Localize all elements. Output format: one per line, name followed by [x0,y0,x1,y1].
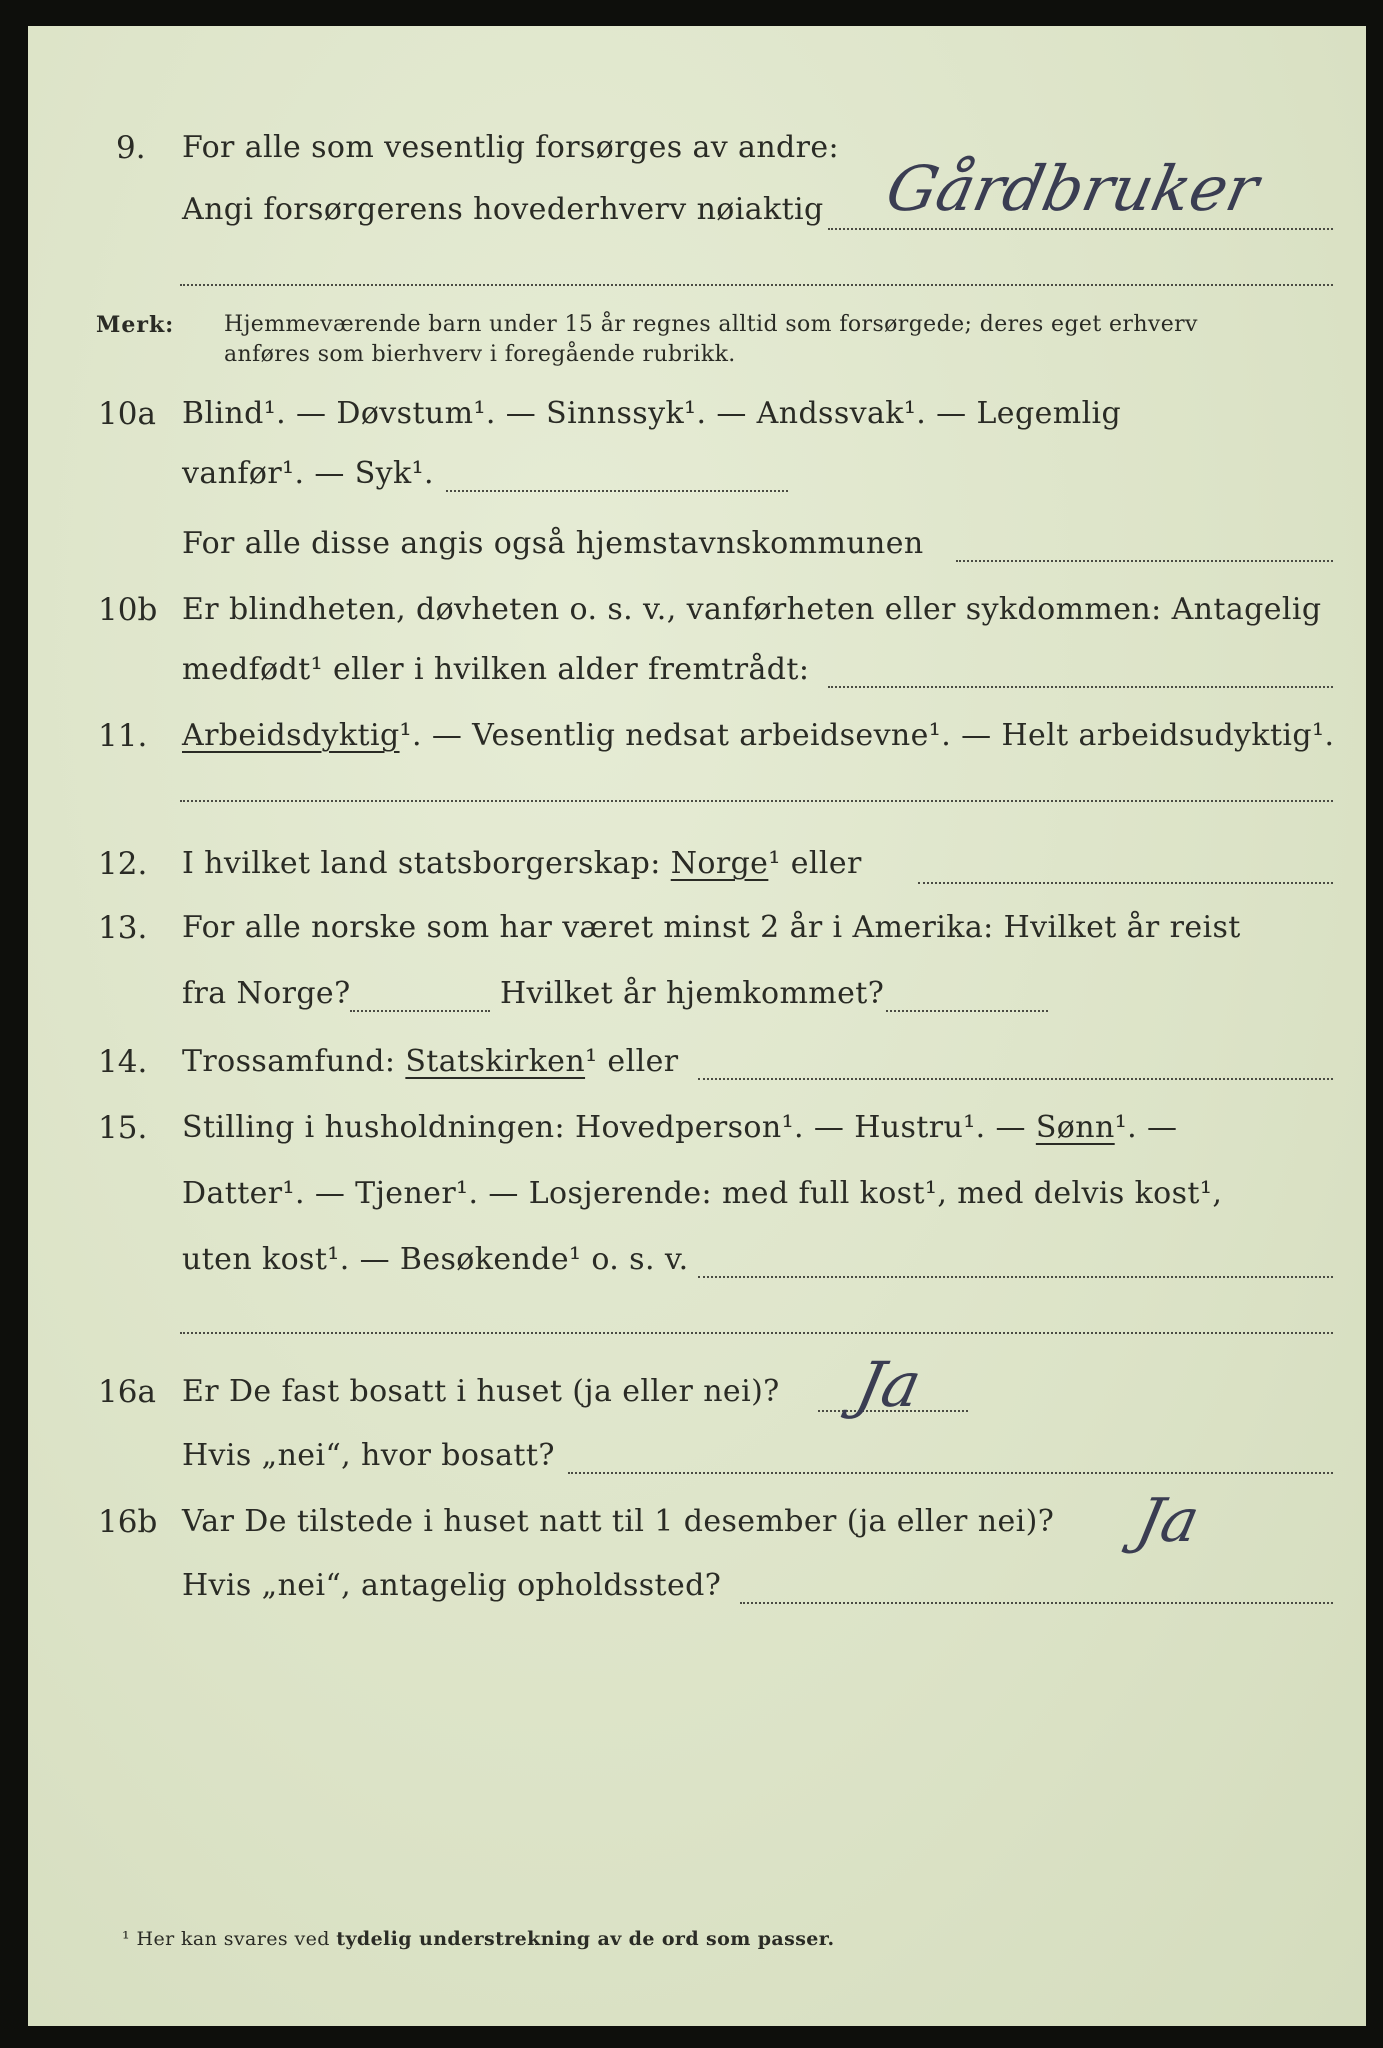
q15-line1a: Stilling i husholdningen: Hovedperson¹. — Hustru¹. — [182,1110,1026,1145]
q12-underlined-answer: Norge [670,846,769,881]
q9-line2: Angi forsørgerens hovederhverv nøiaktig [182,192,824,227]
q10b-field [828,686,1333,688]
item-number-13: 13. [98,910,148,946]
q14-line [182,1044,678,1079]
item-number-12: 12. [98,846,148,882]
item-number-14: 14. [98,1044,148,1080]
q11-line [182,718,1334,753]
item-number-9: 9. [116,130,146,166]
q13-field-hjemkommet [886,1010,1048,1012]
q11-rest: ¹. — Vesentlig nedsat arbeidsevne¹. — Helt arbeidsudyktig¹. [399,718,1335,753]
q16a-answer-handwritten: Ja [850,1348,928,1421]
q16a-field2 [568,1472,1333,1474]
q16a-line1: Er De fast bosatt i huset (ja eller nei)? [182,1374,780,1409]
q13-field-reist [350,1010,490,1012]
q10a-line2-field [446,490,788,492]
q15-line1b: ¹. — [1114,1110,1178,1145]
q16b-line1: Var De tilstede i huset natt til 1 desember (ja eller nei)? [182,1504,1055,1539]
q15-underlined-answer: Sønn [1035,1110,1115,1145]
q9-answer-line [828,228,1333,230]
q15-line1 [182,1110,1177,1145]
item-number-16a: 16a [98,1374,156,1410]
q14-post: ¹ eller [585,1044,679,1079]
footnote-pre: Her kan svares ved [136,1928,330,1950]
q10a-line2: vanfør¹. — Syk¹. [182,456,434,491]
q13-line2b: Hvilket år hjemkommet? [500,976,885,1011]
q16b-line2: Hvis „nei“, antagelig opholdssted? [182,1568,722,1603]
item-number-11: 11. [98,718,148,754]
footnote-mark: ¹ [122,1928,131,1950]
item-number-10a: 10a [98,396,156,432]
q12-field [918,882,1333,884]
merk-line2: anføres som bierhverv i foregående rubrikk. [224,342,736,367]
q10a-line1: Blind¹. — Døvstum¹. — Sinnssyk¹. — Andssvak¹. — Legemlig [182,396,1122,431]
q15-line3: uten kost¹. — Besøkende¹ o. s. v. [182,1242,689,1277]
merk-line1: Hjemmeværende barn under 15 år regnes alltid som forsørgede; deres eget erhverv [224,312,1198,337]
q11-underlined-answer: Arbeidsdyktig [182,718,400,753]
q16b-field [740,1602,1333,1604]
merk-label: Merk: [96,312,175,338]
census-form-page [28,26,1366,2026]
item-number-10b: 10b [98,592,158,628]
q10a-line3: For alle disse angis også hjemstavnskommunen [182,526,924,561]
q9-answer-handwritten: Gårdbruker [880,152,1265,225]
footnote-bold: tydelig understrekning av de ord som passer. [336,1928,835,1950]
q15-extra-line [180,1332,1333,1334]
q13-line1: For alle norske som har været minst 2 år i Amerika: Hvilket år reist [182,910,1241,945]
q9-line1: For alle som vesentlig forsørges av andre: [182,130,840,165]
q14-field [698,1078,1333,1080]
q13-line2a: fra Norge? [182,976,351,1011]
q12-post: ¹ eller [768,846,862,881]
q15-line2: Datter¹. — Tjener¹. — Losjerende: med full kost¹, med delvis kost¹, [182,1176,1223,1211]
q16a-line2: Hvis „nei“, hvor bosatt? [182,1438,555,1473]
item-number-15: 15. [98,1110,148,1146]
q14-underlined-answer: Statskirken [405,1044,586,1079]
q10a-line3-field [956,560,1333,562]
q16b-answer-handwritten: Ja [1130,1486,1206,1556]
q15-field [698,1276,1333,1278]
q12-line [182,846,862,881]
q10b-line2: medfødt¹ eller i hvilken alder fremtrådt: [182,652,810,687]
q12-pre: I hvilket land statsborgerskap: [182,846,661,881]
footnote [122,1928,834,1950]
q10b-line1: Er blindheten, døvheten o. s. v., vanførheten eller sykdommen: Antagelig [182,592,1322,627]
q9-extra-line [180,284,1333,286]
q11-extra-line [180,800,1333,802]
q14-pre: Trossamfund: [182,1044,396,1079]
item-number-16b: 16b [98,1504,158,1540]
